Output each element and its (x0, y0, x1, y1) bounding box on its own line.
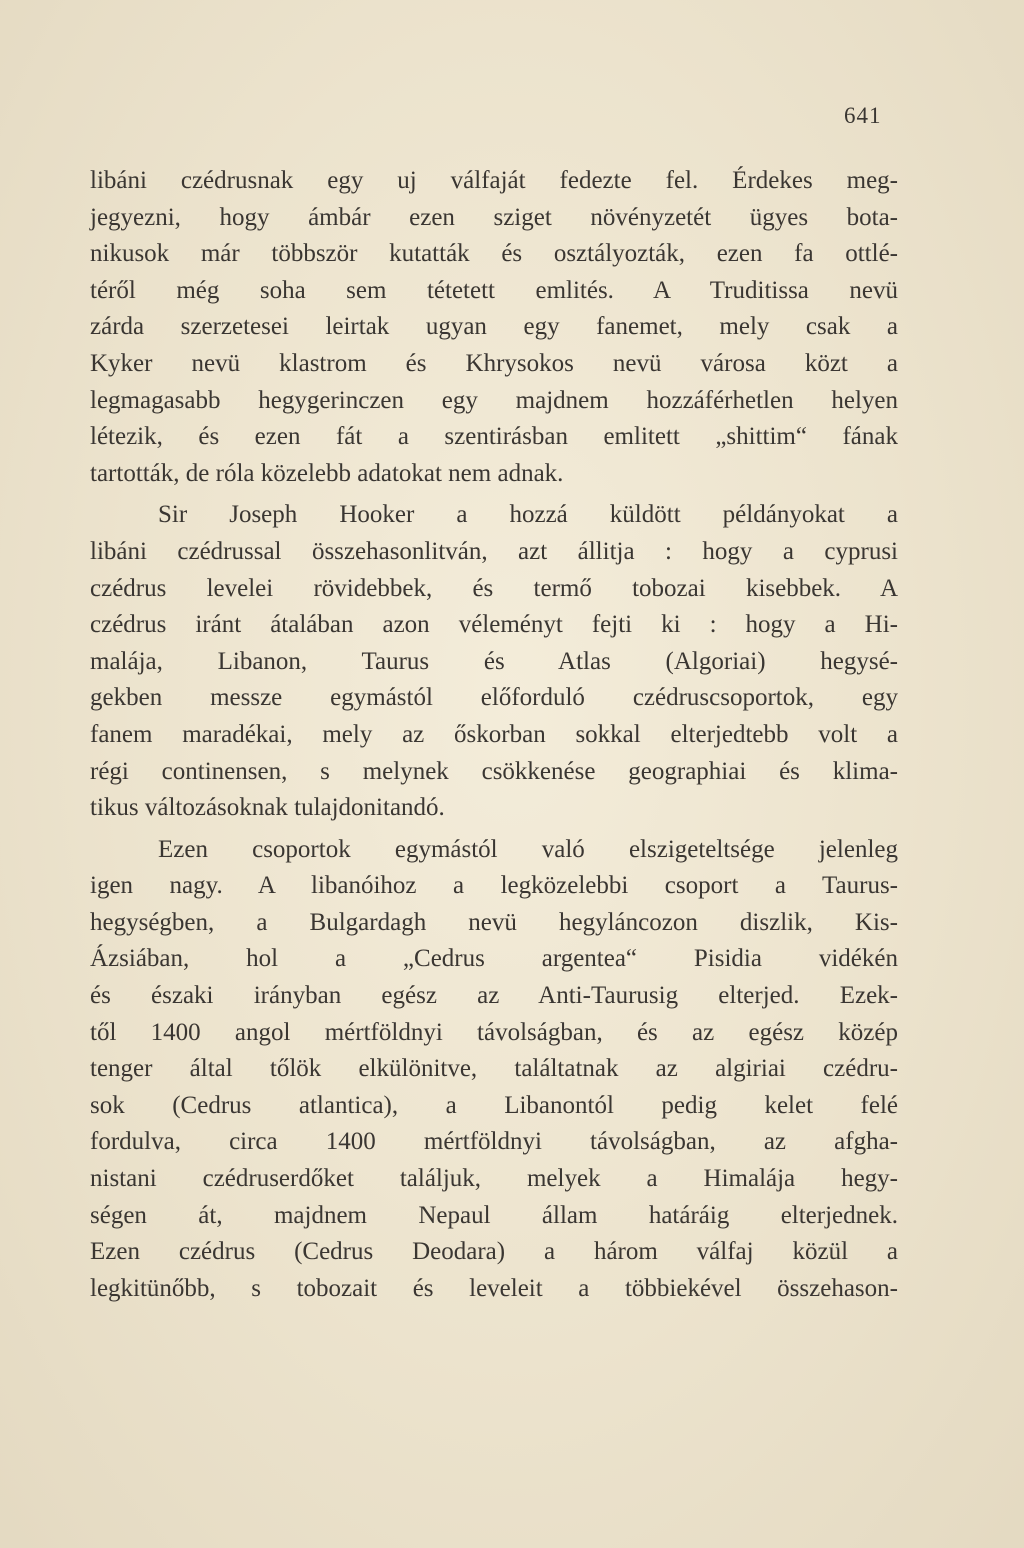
text-line: hegységben, a Bulgardagh nevü hegyláncozon diszlik, Kis- (90, 908, 898, 936)
text-line: igen nagy. A libanóihoz a legközelebbi csoport a Taurus- (90, 872, 898, 900)
body-text (90, 163, 898, 1307)
text-line: től 1400 angol mértföldnyi távolságban, és az egész közép (90, 1018, 898, 1046)
page-number: 641 (844, 103, 882, 128)
text-line: és északi irányban egész az Anti-Taurusig elterjed. Ezek- (90, 982, 898, 1010)
text-line: fordulva, circa 1400 mértföldnyi távolságban, az afgha- (90, 1128, 898, 1156)
text-line: Kyker nevü klastrom és Khrysokos nevü városa közt a (90, 349, 898, 377)
text-line: sok (Cedrus atlantica), a Libanontól pedig kelet felé (90, 1091, 898, 1119)
paragraph (90, 163, 898, 492)
text-line: tenger által tőlök elkülönitve, találtatnak az algiriai czédru- (90, 1055, 898, 1083)
text-line: Ázsiában, hol a „Cedrus argentea“ Pisidia vidékén (90, 945, 898, 973)
paragraph (90, 832, 898, 1308)
text-line: ségen át, majdnem Nepaul állam határáig elterjednek. (90, 1201, 898, 1229)
text-line: tikus változásoknak tulajdonitandó. (90, 794, 445, 822)
text-line: jegyezni, hogy ámbár ezen sziget növényzetét ügyes bota- (90, 203, 898, 231)
text-line: legmagasabb hegygerinczen egy majdnem hozzáférhetlen helyen (90, 386, 898, 414)
text-line: Sir Joseph Hooker a hozzá küldött példányokat a (158, 501, 898, 529)
text-line: nistani czédruserdőket találjuk, melyek a Himalája hegy- (90, 1165, 898, 1193)
text-line: czédrus levelei rövidebbek, és termő tobozai kisebbek. A (90, 574, 898, 602)
text-line: Ezen csoportok egymástól való elszigeteltsége jelenleg (158, 835, 898, 863)
text-line: libáni czédrusnak egy uj válfaját fedezte fel. Érdekes meg- (90, 167, 898, 194)
text-line: zárda szerzetesei leirtak ugyan egy fanemet, mely csak a (90, 313, 898, 341)
text-line: fanem maradékai, mely az őskorban sokkal elterjedtebb volt a (90, 720, 898, 748)
text-line: régi continensen, s melynek csökkenése geographiai és klima- (90, 757, 898, 785)
text-line: gekben messze egymástól előforduló czédruscsoportok, egy (90, 684, 898, 712)
text-line: malája, Libanon, Taurus és Atlas (Algoriai) hegysé- (90, 647, 898, 675)
text-line: libáni czédrussal összehasonlitván, azt állitja : hogy a cyprusi (90, 537, 898, 565)
text-line: téről még soha sem tétetett emlités. A Truditissa nevü (90, 276, 898, 304)
text-line: nikusok már többször kutatták és osztályozták, ezen fa ottlé- (90, 240, 898, 268)
paragraph (90, 497, 898, 826)
text-line: czédrus iránt átalában azon véleményt fejti ki : hogy a Hi- (90, 611, 898, 639)
text-line: tartották, de róla közelebb adatokat nem adnak. (90, 459, 564, 487)
text-line: Ezen czédrus (Cedrus Deodara) a három válfaj közül a (90, 1238, 898, 1266)
text-line: legkitünőbb, s tobozait és leveleit a többiekével összehason- (90, 1274, 898, 1302)
text-line: létezik, és ezen fát a szentirásban emlitett „shittim“ fának (90, 423, 898, 451)
